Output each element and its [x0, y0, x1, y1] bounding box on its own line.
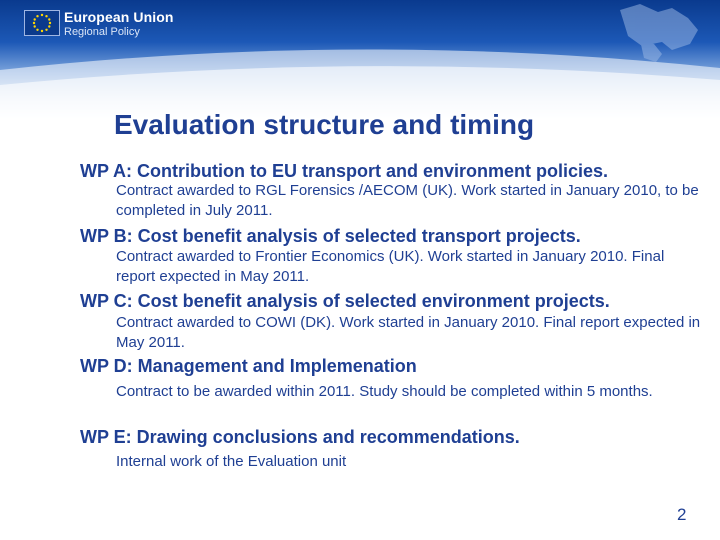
slide-header-band [0, 0, 720, 120]
org-subtitle: Regional Policy [64, 26, 140, 38]
wp-a-description: Contract awarded to RGL Forensics /AECOM (UK). Work started in January 2010, to be completed in July 2011. [116, 182, 699, 219]
wp-b-description: Contract awarded to Frontier Economics (UK). Work started in January 2010. Final report expected in May 2011. [116, 248, 665, 285]
eu-flag-icon [24, 10, 60, 36]
wp-e-heading: WP E: Drawing conclusions and recommendations. [80, 427, 520, 447]
wp-e-description: Internal work of the Evaluation unit [116, 453, 347, 470]
wp-d-description: Contract to be awarded within 2011. Study should be completed within 5 months. [116, 383, 653, 400]
wp-c-description: Contract awarded to COWI (DK). Work started in January 2010. Final report expected in May 2011. [116, 314, 701, 351]
wp-b-heading: WP B: Cost benefit analysis of selected transport projects. [80, 226, 581, 246]
org-name: European Union [64, 9, 174, 25]
slide-title: Evaluation structure and timing [114, 109, 535, 140]
wp-c-heading: WP C: Cost benefit analysis of selected environment projects. [80, 291, 610, 311]
page-number: 2 [677, 505, 687, 524]
wp-a-heading: WP A: Contribution to EU transport and environment policies. [80, 161, 609, 181]
wp-d-heading: WP D: Management and Implemenation [80, 356, 417, 376]
europe-map-icon [620, 4, 698, 62]
logo-text [64, 9, 174, 38]
